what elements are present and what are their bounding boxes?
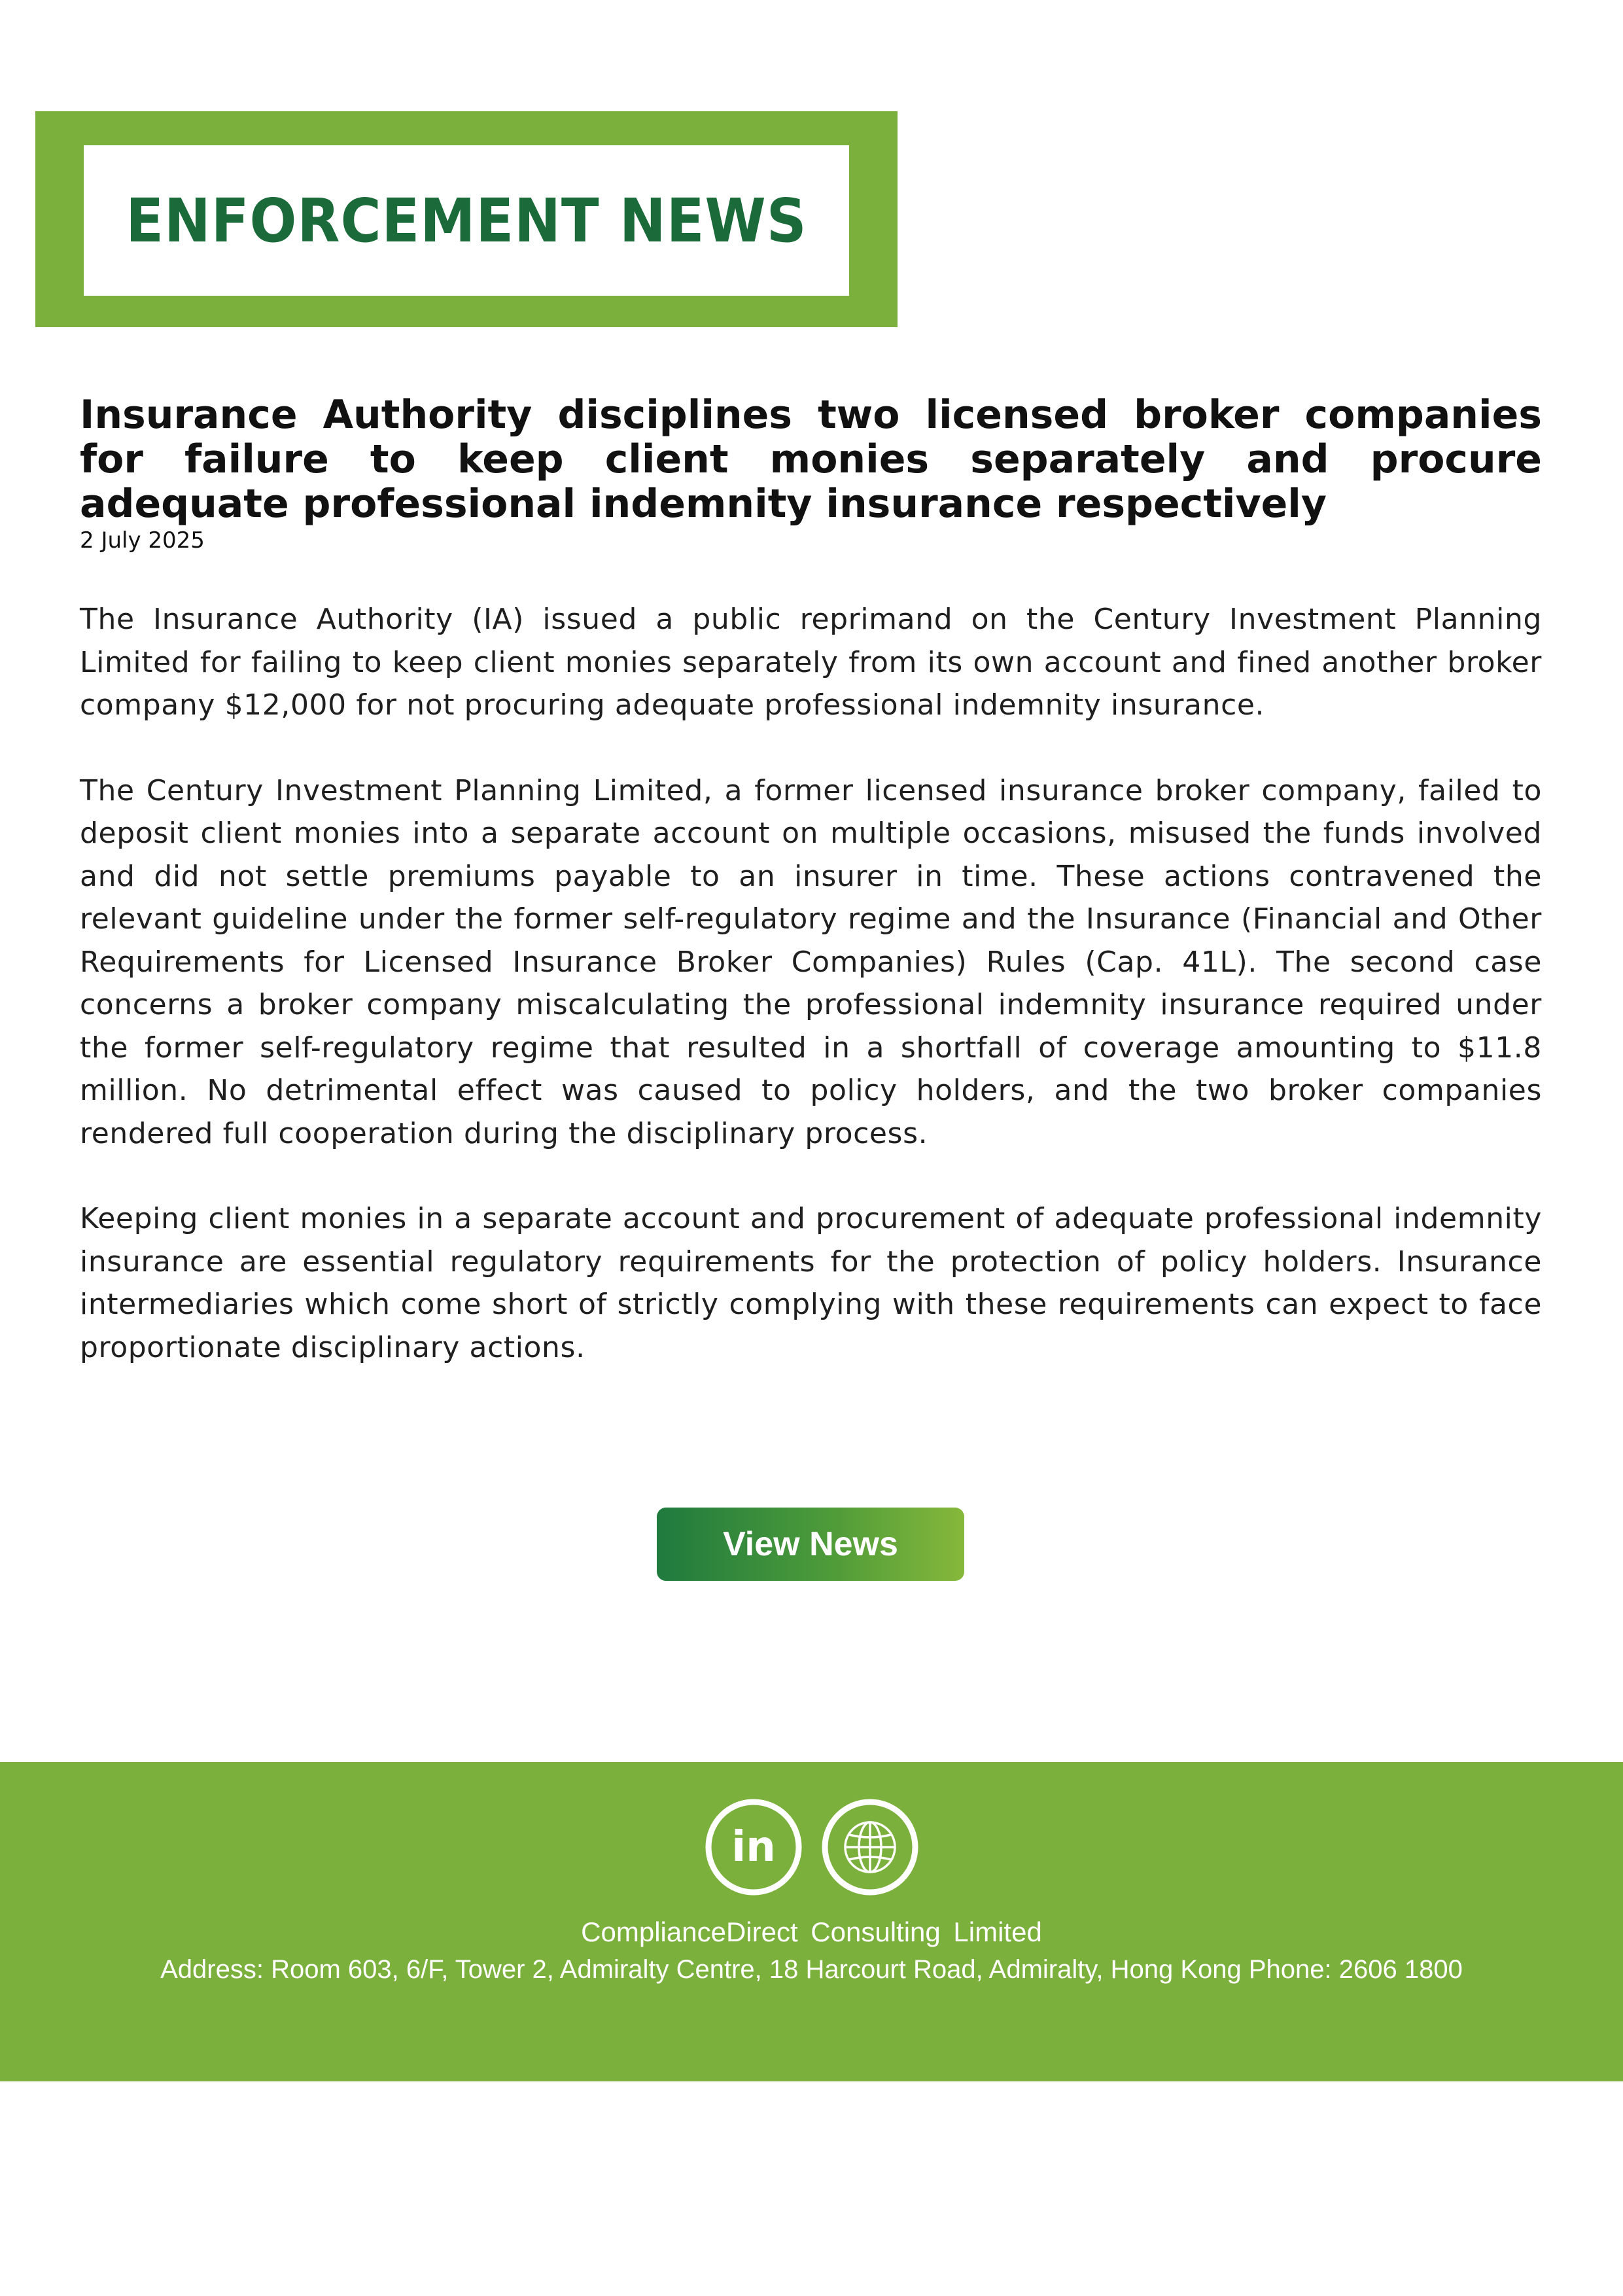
view-news-button[interactable] [657,1508,964,1581]
svg-text:in: in [731,1823,776,1871]
article-date: 2 July 2025 [80,527,205,554]
article-paragraph: The Century Investment Planning Limited, a former licensed insurance broker company, failed to deposit client monies into a separate account on multiple occasions, misused the funds involved and did not settle premiums payable to an insurer in time. These actions contravened the relevant guideline under the former self-regulatory regime and the Insurance (Financial and Other Requirements for Licensed Insurance Broker Companies) Rules (Cap. 41L). The second case concerns a broker company miscalculating the professional indemnity insurance required under the former self-regulatory regime that resulted in a shortfall of coverage amounting to $11.8 million. No detrimental effect was caused to policy holders, and the two broker companies rendered full cooperation during the disciplinary process. [80,773,1542,1150]
website-link[interactable] [821,1798,919,1896]
header-banner [35,111,898,327]
globe-icon [821,1798,919,1896]
social-links [0,1798,1623,1896]
banner-title: ENFORCEMENT NEWS [126,185,807,256]
article-paragraph: Keeping client monies in a separate account and procurement of adequate professional indemnity insurance are essential regulatory requirements for the protection of policy holders. Insurance intermediaries which come short of strictly complying with these requirements can expect to face proportionate disciplinary actions. [80,1202,1542,1364]
footer [0,1762,1623,2081]
article-headline: Insurance Authority disciplines two licensed broker companies for failure to keep client monies separately and procure adequate professional indemnity insurance respectively [80,392,1542,527]
news-article [80,393,1542,1411]
footer-company-name: ComplianceDirect Consulting Limited [581,1916,1042,1947]
header-banner-panel [84,145,849,296]
view-news-button-label: View News [723,1525,898,1563]
linkedin-link[interactable] [705,1798,803,1896]
footer-address: Address: Room 603, 6/F, Tower 2, Admiralty Centre, 18 Harcourt Road, Admiralty, Hong Kong Phone: 2606 1800 [160,1955,1463,1984]
linkedin-icon [705,1798,803,1896]
article-paragraph: The Insurance Authority (IA) issued a public reprimand on the Century Investment Planning Limited for failing to keep client monies separately from its own account and fined another broker company $12,000 for not procuring adequate professional indemnity insurance. [80,603,1542,722]
